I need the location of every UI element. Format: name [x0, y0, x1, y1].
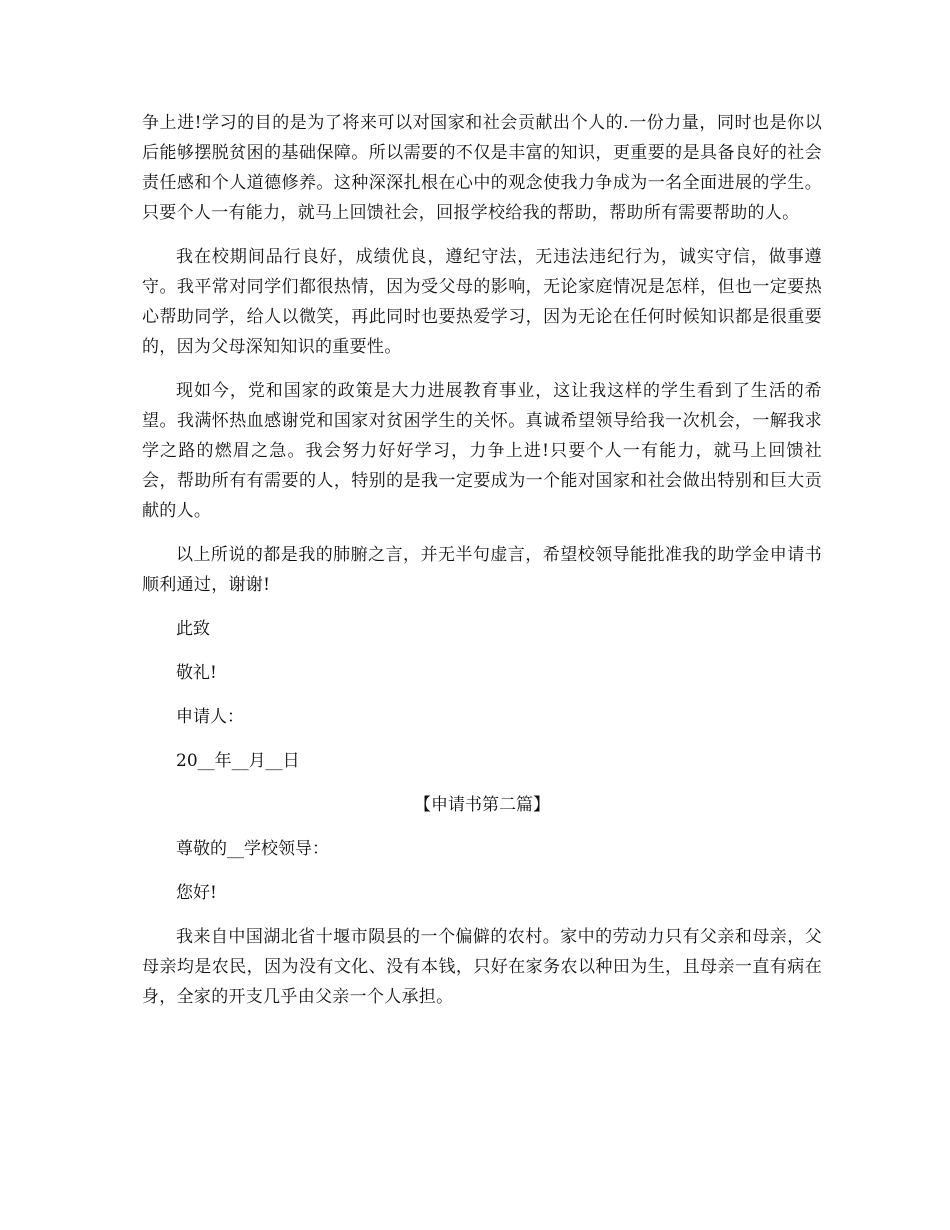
closing-line-1: 此致 — [176, 619, 210, 639]
date-line: 20__年__月__日 — [176, 751, 300, 771]
greeting: 您好! — [176, 883, 217, 903]
paragraph-2: 我在校期间品行良好，成绩优良，遵纪守法，无违法违纪行为，诚实守信，做事遵守。我平常对同学们都很热情，因为受父母的影响，无论家庭情况是怎样，但也一定要热心帮助同学，给人以微笑，再此同时也要热爱学习，因为无论在任何时候知识都是很重要的，因为父母深知知识的重要性。 — [142, 247, 822, 357]
section-title: 【申请书第二篇】 — [414, 795, 550, 815]
paragraph-1: 争上进!学习的目的是为了将来可以对国家和社会贡献出个人的.一份力量，同时也是你以后能够摆脱贫困的基础保障。所以需要的不仅是丰富的知识，更重要的是具备良好的社会责任感和个人道德修养。这种深深扎根在心中的观念使我力争成为一名全面进展的学生。只要个人一有能力，就马上回馈社会，回报学校给我的帮助，帮助所有需要帮助的人。 — [142, 113, 822, 223]
document-body — [142, 108, 822, 1026]
paragraph-4: 以上所说的都是我的肺腑之言，并无半句虚言，希望校领导能批准我的助学金申请书顺利通过，谢谢! — [142, 545, 822, 595]
applicant-line: 申请人： — [176, 707, 244, 727]
salutation: 尊敬的__学校领导： — [176, 839, 329, 859]
paragraph-5: 我来自中国湖北省十堰市陨县的一个偏僻的农村。家中的劳动力只有父亲和母亲，父母亲均是农民，因为没有文化、没有本钱，只好在家务农以种田为生，且母亲一直有病在身，全家的开支几乎由父亲一个人承担。 — [142, 927, 822, 1007]
closing-line-2: 敬礼! — [176, 663, 217, 683]
paragraph-3: 现如今，党和国家的政策是大力进展教育事业，这让我这样的学生看到了生活的希望。我满怀热血感谢党和国家对贫困学生的关怀。真诚希望领导给我一次机会，一解我求学之路的燃眉之急。我会努力好好学习，力争上进!只要个人一有能力，就马上回馈社会，帮助所有有需要的人，特别的是我一定要成为一个能对国家和社会做出特别和巨大贡献的人。 — [142, 381, 822, 521]
